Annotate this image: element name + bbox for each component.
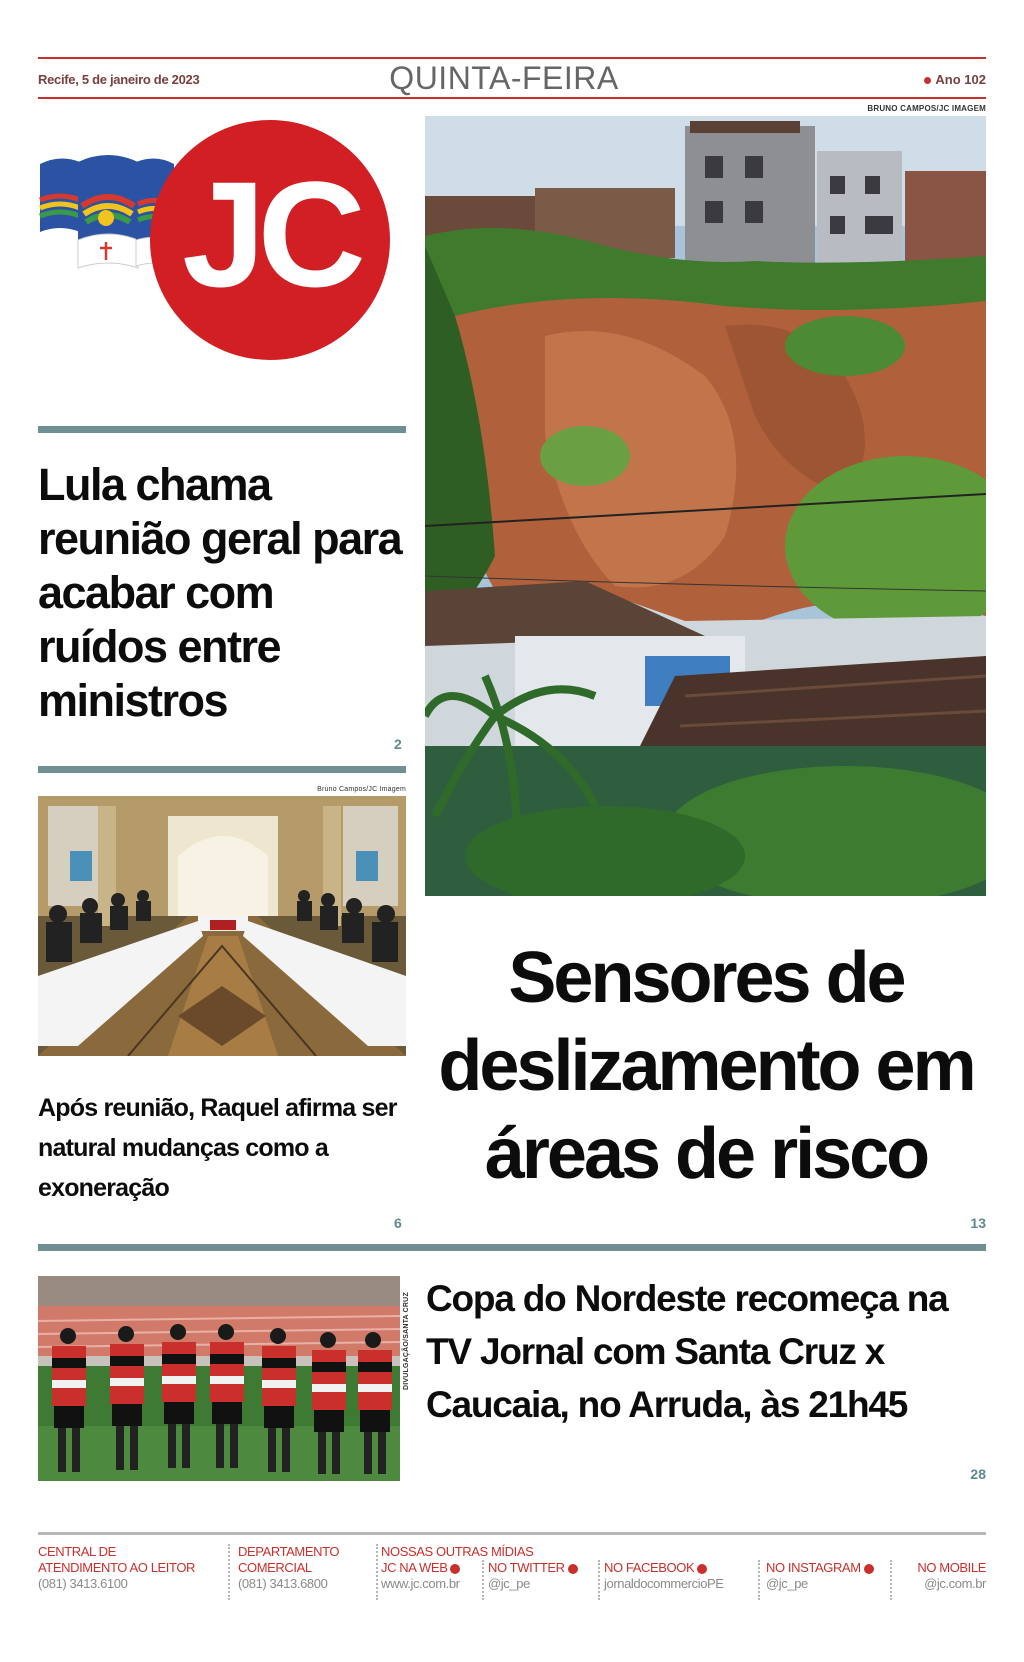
section-rule-2 xyxy=(38,766,406,773)
facebook-label: NO FACEBOOK xyxy=(604,1560,695,1575)
football-photo[interactable] xyxy=(38,1276,400,1481)
footer-dept xyxy=(238,1544,378,1592)
meeting-photo-icon xyxy=(38,796,406,1056)
raquel-page-number: 6 xyxy=(394,1215,402,1231)
lula-page-number: 2 xyxy=(394,736,402,752)
facebook-value: jornaldocommercioPE xyxy=(604,1576,724,1591)
central-label-2: ATENDIMENTO AO LEITOR xyxy=(38,1560,196,1575)
footer-midias-label: NOSSAS OUTRAS MÍDIAS xyxy=(381,1544,534,1559)
raquel-headline[interactable]: Após reunião, Raquel afirma ser natural mudanças como a exoneração xyxy=(38,1094,397,1202)
top-rule xyxy=(38,57,986,59)
raquel-photo-credit: Bruno Campos/JC Imagem xyxy=(317,786,406,793)
footer-web[interactable] xyxy=(381,1560,486,1592)
logo-text: JC xyxy=(182,150,358,318)
dept-label-2: COMERCIAL xyxy=(238,1560,312,1575)
copa-headline[interactable]: Copa do Nordeste recomeça na TV Jornal com Santa Cruz x Caucaia, no Arruda, às 21h45 xyxy=(426,1278,948,1425)
footer-separator-5 xyxy=(758,1560,760,1600)
bullet-icon xyxy=(924,77,931,84)
instagram-icon xyxy=(864,1564,874,1574)
dept-phone[interactable]: (081) 3413.6800 xyxy=(238,1576,328,1591)
section-rule-3 xyxy=(38,1244,986,1251)
pernambuco-flag-icon xyxy=(38,120,408,390)
section-rule xyxy=(38,426,406,433)
twitter-label: NO TWITTER xyxy=(488,1560,565,1575)
footer-separator-3 xyxy=(482,1560,484,1600)
football-photo-icon xyxy=(38,1276,400,1481)
top-rule-bottom xyxy=(38,97,986,99)
footer-central xyxy=(38,1544,224,1592)
masthead-edition xyxy=(924,72,986,87)
lula-headline[interactable]: Lula chama reunião geral para acabar com ruídos entre ministros xyxy=(38,459,402,726)
footer-separator-6 xyxy=(890,1560,892,1600)
footer-instagram[interactable] xyxy=(766,1560,890,1592)
central-phone[interactable]: (081) 3413.6100 xyxy=(38,1576,128,1591)
footer-twitter[interactable] xyxy=(488,1560,598,1592)
lead-page-number: 13 xyxy=(970,1215,986,1231)
landslide-photo[interactable] xyxy=(425,116,986,896)
copa-photo-credit: DIVULGAÇÃO/SANTA CRUZ xyxy=(403,1292,410,1390)
dept-label-1: DEPARTAMENTO xyxy=(238,1544,340,1559)
web-label: JC NA WEB xyxy=(381,1560,448,1575)
mobile-value: @jc.com.br xyxy=(924,1576,986,1591)
mobile-label: NO MOBILE xyxy=(917,1560,986,1575)
lead-headline[interactable]: Sensores de deslizamento em áreas de risco xyxy=(438,938,974,1194)
footer xyxy=(38,1544,986,1604)
instagram-value: @jc_pe xyxy=(766,1576,808,1591)
central-label-1: CENTRAL DE xyxy=(38,1544,116,1559)
footer-facebook[interactable] xyxy=(604,1560,752,1592)
footer-rule xyxy=(38,1532,986,1535)
instagram-label: NO INSTAGRAM xyxy=(766,1560,861,1575)
edition-label: Ano 102 xyxy=(935,72,986,87)
landslide-photo-icon xyxy=(425,116,986,896)
twitter-icon xyxy=(568,1564,578,1574)
footer-separator-2 xyxy=(376,1544,378,1600)
copa-page-number: 28 xyxy=(970,1466,986,1482)
footer-separator-4 xyxy=(598,1560,600,1600)
meeting-photo[interactable] xyxy=(38,796,406,1056)
masthead-date: Recife, 5 de janeiro de 2023 xyxy=(38,72,200,87)
web-value: www.jc.com.br xyxy=(381,1576,460,1591)
masthead-weekday: QUINTA-FEIRA xyxy=(389,60,619,96)
twitter-value: @jc_pe xyxy=(488,1576,530,1591)
footer-mobile[interactable] xyxy=(896,1560,986,1592)
footer-separator xyxy=(228,1544,230,1600)
jc-logo[interactable] xyxy=(38,120,408,390)
main-photo-credit: BRUNO CAMPOS/JC IMAGEM xyxy=(867,104,986,113)
facebook-icon xyxy=(697,1564,707,1574)
globe-icon xyxy=(450,1564,460,1574)
